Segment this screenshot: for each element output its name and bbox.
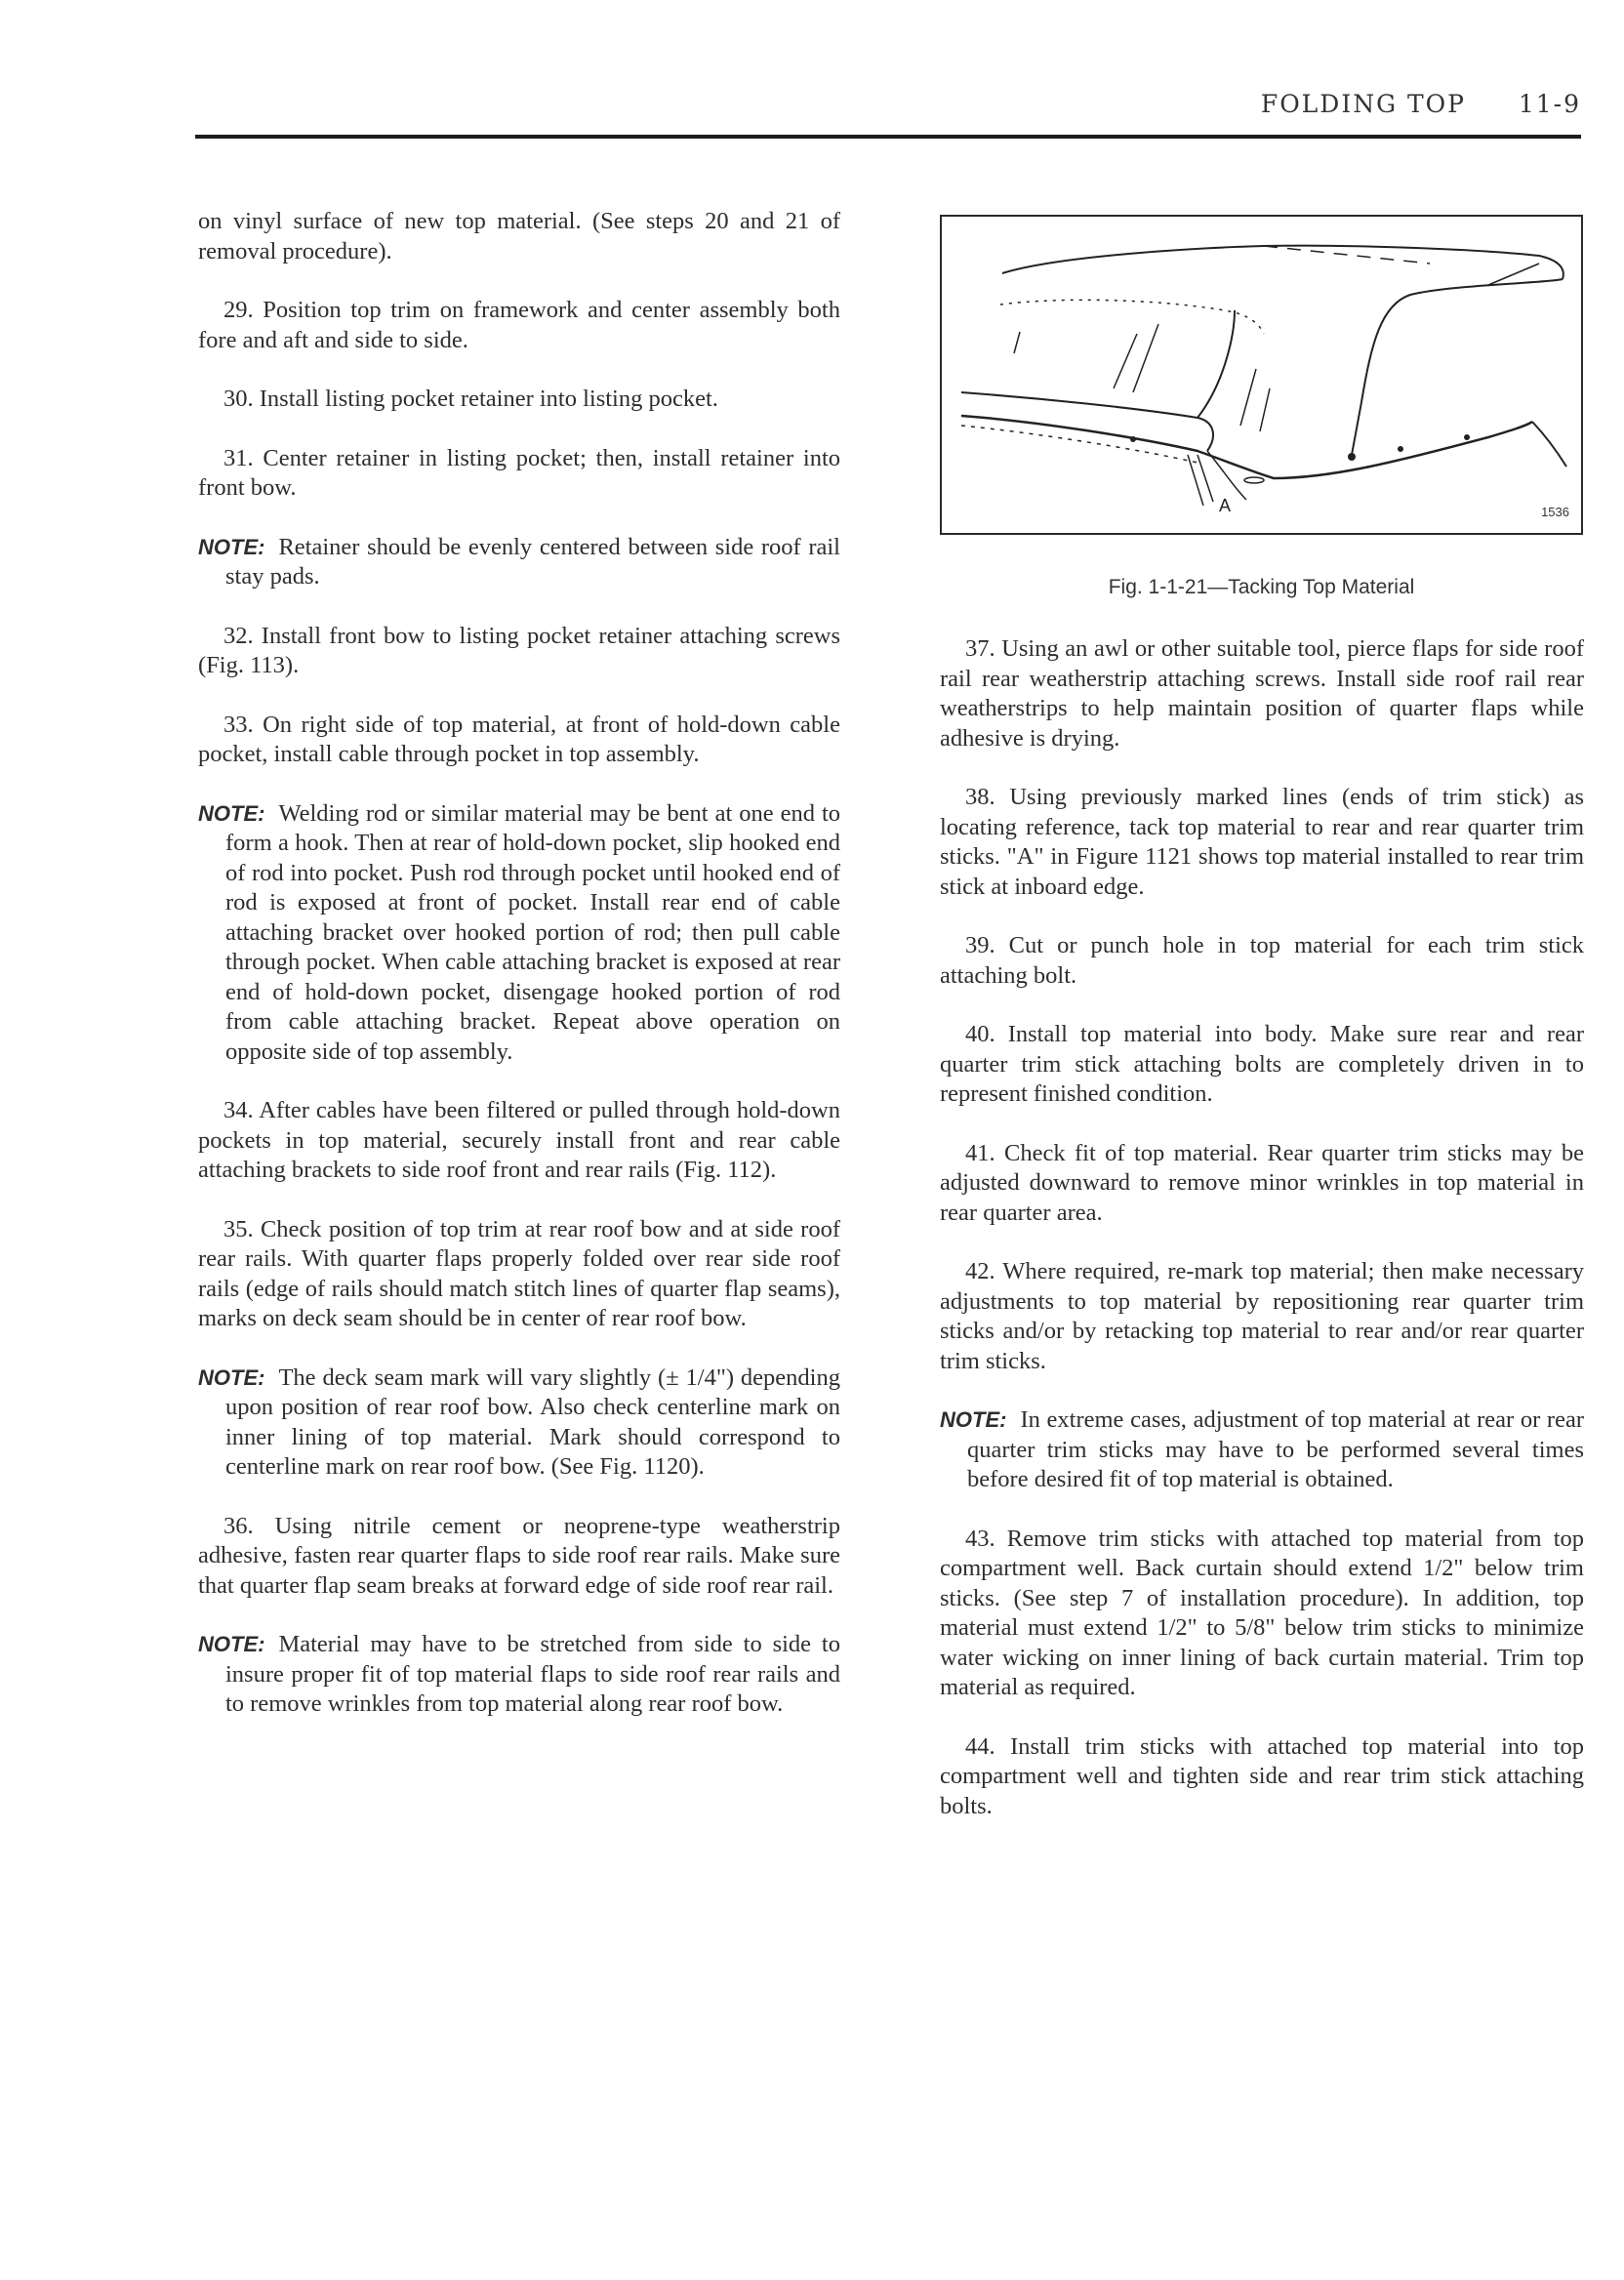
note-deck-seam <box>198 1364 840 1483</box>
step-37: 37. Using an awl or other suitable tool, pierce flaps for side roof rail rear weatherstrip attaching screws. Install side roof rail rear weatherstrips to help maintain position of quarter flaps while adhesive is drying. <box>940 635 1584 752</box>
figure-tacking-top-material <box>940 215 1583 535</box>
note-label: NOTE: <box>198 534 265 559</box>
note-text: Welding rod or similar material may be bent at one end to form a hook. Then at rear of hold-down pocket, slip hooked end of rod into pocket. Push rod through pocket until hooked end of rod is exposed at front of pocket. Install rear end of cable attaching bracket over hooked portion of rod; then pull cable through pocket. When cable attaching bracket is exposed at rear end of hold-down pocket, disengage hooked portion of rod from cable attaching bracket. Repeat above operation on opposite side of top assembly. <box>225 799 840 1065</box>
figure-caption: Fig. 1-1-21—Tacking Top Material <box>1108 576 1415 598</box>
step-36: 36. Using nitrile cement or neoprene-type weatherstrip adhesive, fasten rear quarter flaps to side roof rear rails. Make sure that quarter flap seam breaks at forward edge of side roof rear rail. <box>198 1512 840 1599</box>
section-title: FOLDING TOP <box>1260 90 1466 118</box>
left-column <box>198 207 840 1749</box>
step-30: 30. Install listing pocket retainer into listing pocket. <box>223 386 718 412</box>
step-38: 38. Using previously marked lines (ends of trim stick) as locating reference, tack top material to rear and rear quarter trim sticks. "A" in Figure 1121 shows top material installed to rear trim stick at inboard edge. <box>940 784 1584 900</box>
step-29: 29. Position top trim on framework and center assembly both fore and aft and side to side. <box>198 297 840 353</box>
step-34: 34. After cables have been filtered or pulled through hold-down pockets in top material, securely install front and rear cable attaching brackets to side roof front and rear rails (Fig. 112). <box>198 1097 840 1183</box>
step-35: 35. Check position of top trim at rear roof bow and at side roof rear rails. With quarter flaps properly folded over rear side roof rails (edge of rails should match stitch lines of quarter flap seams), marks on deck seam should be in center of rear roof bow. <box>198 1215 840 1331</box>
note-extreme-cases <box>940 1405 1584 1495</box>
step-33: 33. On right side of top material, at front of hold-down cable pocket, install cable through pocket in top assembly. <box>198 711 840 767</box>
note-label: NOTE: <box>198 800 265 826</box>
top-material-illustration <box>942 217 1581 533</box>
note-text: Material may have to be stretched from side to side to insure proper fit of top material flaps to side roof rear rails and to remove wrinkles from top material along rear roof bow. <box>225 1631 840 1717</box>
step-31: 31. Center retainer in listing pocket; then, install retainer into front bow. <box>198 444 840 501</box>
page-header <box>195 90 1581 123</box>
step-41: 41. Check fit of top material. Rear quarter trim sticks may be adjusted downward to remove minor wrinkles in top material in rear quarter area. <box>940 1139 1584 1226</box>
figure-number: 1536 <box>1541 505 1569 519</box>
note-text: The deck seam mark will vary slightly (± 1/4") depending upon position of rear roof bow. Also check centerline mark on inner lining of top material. Mark should correspond to centerline mark on rear roof bow. (See Fig. 1120). <box>225 1364 840 1480</box>
paragraph-continued: on vinyl surface of new top material. (See steps 20 and 21 of removal procedure). <box>198 208 840 265</box>
step-40: 40. Install top material into body. Make sure rear and rear quarter trim stick attaching bolts are completely driven in to represent finished condition. <box>940 1021 1584 1107</box>
step-43: 43. Remove trim sticks with attached top material from top compartment well. Back curtain should extend 1/2" below trim sticks. (See step 7 of installation procedure). In addition, top material must extend 1/2" to 5/8" below trim sticks to minimize water wicking on inner lining of back curtain material. Trim top material as required. <box>940 1525 1584 1700</box>
roof-outline <box>1002 246 1563 279</box>
note-text: In extreme cases, adjustment of top material at rear or rear quarter trim sticks may have to be performed several times before desired fit of top material is obtained. <box>967 1406 1584 1492</box>
right-column <box>940 634 1584 1851</box>
page-number: 11-9 <box>1518 90 1581 118</box>
step-32: 32. Install front bow to listing pocket retainer attaching screws (Fig. 113). <box>198 622 840 678</box>
figure-label-a: A <box>1219 496 1232 515</box>
header-rule <box>195 135 1581 139</box>
note-label: NOTE: <box>198 1364 265 1390</box>
note-retainer <box>198 533 840 592</box>
step-44: 44. Install trim sticks with attached top material into top compartment well and tighten side and rear trim stick attaching bolts. <box>940 1732 1584 1819</box>
note-label: NOTE: <box>198 1632 265 1656</box>
step-39: 39. Cut or punch hole in top material for each trim stick attaching bolt. <box>940 932 1584 989</box>
note-label: NOTE: <box>940 1407 1007 1432</box>
note-text: Retainer should be evenly centered between side roof rail stay pads. <box>225 533 840 590</box>
note-stretch-material <box>198 1630 840 1720</box>
note-welding-rod <box>198 799 840 1068</box>
step-42: 42. Where required, re-mark top material; then make necessary adjustments to top material by repositioning rear quarter trim sticks and/or by retacking top material to rear and/or rear quarter trim sticks. <box>940 1258 1584 1374</box>
